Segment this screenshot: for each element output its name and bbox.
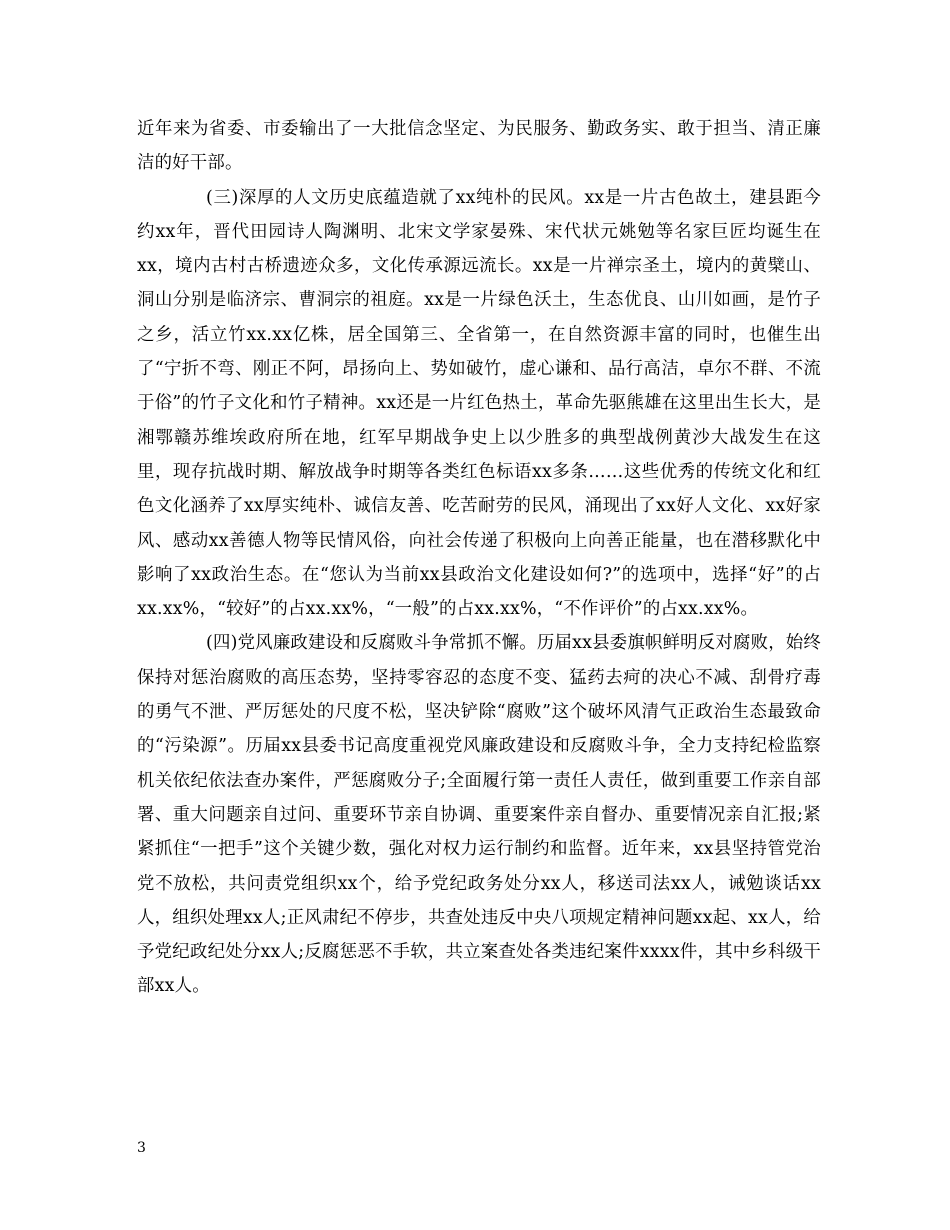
paragraph-section-four: (四)党风廉政建设和反腐败斗争常抓不懈。历届xx县委旗帜鲜明反对腐败，始终保持对惩治腐败的高压态势，坚持零容忍的态度不变、猛药去疴的决心不减、刮骨疗毒的勇气不泄、严厉惩处的尺度不松，坚决铲除“腐败”这个破坏风清气正政治生态最致命的“污染源”。历届xx县委书记高度重视党风廉政建设和反腐败斗争，全力支持纪检监察机关依纪依法查办案件，严惩腐败分子;全面履行第一责任人责任，做到重要工作亲自部署、重大问题亲自过问、重要环节亲自协调、重要案件亲自督办、重要情况亲自汇报;紧紧抓住“一把手”这个关键少数，强化对权力运行制约和监督。近年来，xx县坚持管党治党不放松，共问责党组织xx个，给予党纪政务处分xx人，移送司法xx人，诫勉谈话xx人，组织处理xx人;正风肃纪不停步，共查处违反中央八项规定精神问题xx起、xx人，给予党纪政纪处分xx人;反腐惩恶不手软，共立案查处各类违纪案件xxxx件，其中乡科级干部xx人。 <box>137 633 821 997</box>
paragraph-section-three: (三)深厚的人文历史底蕴造就了xx纯朴的民风。xx是一片古色故土，建县距今约xx年，晋代田园诗人陶渊明、北宋文学家晏殊、宋代状元姚勉等名家巨匠均诞生在xx，境内古村古桥遗迹众多，文化传承源远流长。xx是一片禅宗圣土，境内的黄檗山、洞山分别是临济宗、曹洞宗的祖庭。xx是一片绿色沃土，生态优良、山川如画，是竹子之乡，活立竹xx.xx亿株，居全国第三、全省第一，在自然资源丰富的同时，也催生出了“宁折不弯、刚正不阿，昂扬向上、势如破竹，虚心谦和、品行高洁，卓尔不群、不流于俗”的竹子文化和竹子精神。xx还是一片红色热土，革命先驱熊雄在这里出生长大，是湘鄂赣苏维埃政府所在地，红军早期战争史上以少胜多的典型战例黄沙大战发生在这里，现存抗战时期、解放战争时期等各类红色标语xx多条……这些优秀的传统文化和红色文化涵养了xx厚实纯朴、诚信友善、吃苦耐劳的民风，涌现出了xx好人文化、xx好家风、感动xx善德人物等民情风俗，向社会传递了积极向上向善正能量，也在潜移默化中影响了xx政治生态。在“您认为当前xx县政治文化建设如何?”的选项中，选择“好”的占xx.xx%，“较好”的占xx.xx%，“一般”的占xx.xx%，“不作评价”的占xx.xx%。 <box>137 187 821 620</box>
paragraph-continuation: 近年来为省委、市委输出了一大批信念坚定、为民服务、勤政务实、敢于担当、清正廉洁的好干部。 <box>137 119 821 174</box>
document-body <box>137 112 821 1004</box>
page-number: 3 <box>137 1140 146 1156</box>
